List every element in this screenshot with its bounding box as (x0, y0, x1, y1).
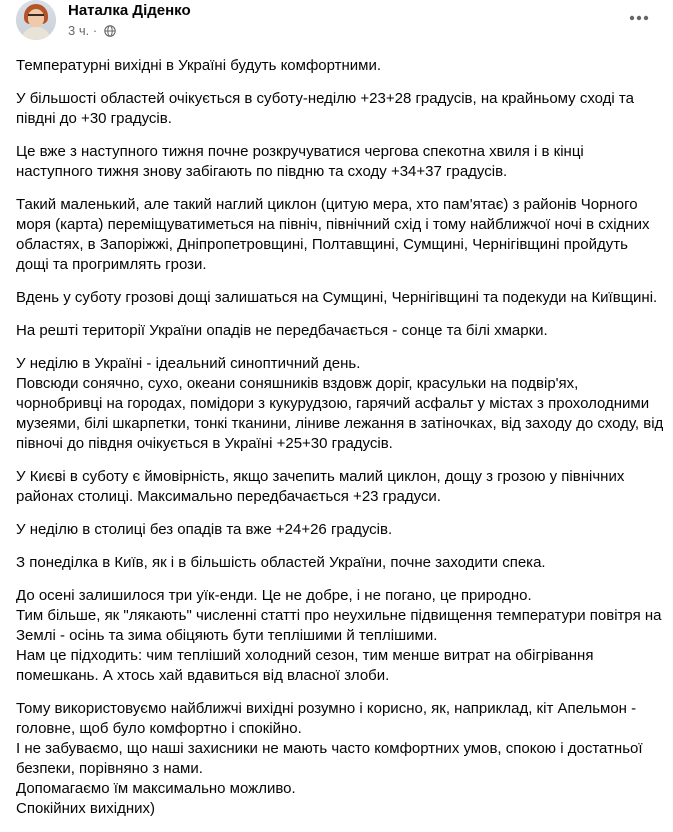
post-text-line: У більшості областей очікується в суботу-неділю +23+28 градусів, на крайньому сході та (16, 90, 634, 107)
globe-icon[interactable] (104, 25, 116, 37)
post-text-line: головне, щоб було комфортно і спокійно. (16, 720, 302, 737)
more-options-button[interactable] (621, 4, 657, 32)
post-text-line: наступного тижня знову забігають по півдню та сходу +34+37 градусів. (16, 163, 508, 180)
post-paragraph (16, 56, 657, 76)
post-text-line: У неділю в столиці без опадів та вже +24+26 градусів. (16, 521, 393, 538)
post-text-line: районах столиці. Максимально передбачається +23 градуси. (16, 488, 441, 505)
post-text-line: півдні до +30 градусів. (16, 110, 172, 127)
post-text-line: Це вже з наступного тижня почне розкручуватися чергова спекотна хвиля і в кінці (16, 143, 584, 160)
post-text-line: І не забуваємо, що наші захисники не мають часто комфортних умов, спокою і достатньої (16, 740, 643, 757)
post-text-line: півночі до півдня очікується в Україні +25+30 градусів. (16, 435, 393, 452)
post-paragraph (16, 467, 657, 507)
post-meta (68, 22, 116, 38)
post-text-line: Тому використовуємо найближчі вихідні розумно і корисно, як, наприклад, кіт Апельмон - (16, 700, 637, 717)
post-text-line: музеями, білі шкарпетки, тонкі тканини, ліниве лежання в затіночках, від заходу до сходу, від (16, 415, 664, 432)
more-options-icon (629, 15, 649, 21)
post-text-line: Повсюди сонячно, сухо, океани соняшників вздовж доріг, красульки на подвір'ях, (16, 375, 579, 392)
post-text-line: На решті території України опадів не передбачається - сонце та білі хмарки. (16, 322, 548, 339)
post-paragraph (16, 321, 657, 341)
post-text-line: У Києві в суботу є ймовірність, якщо зачепить малий циклон, дощу з грозою у північних (16, 468, 625, 485)
post-text-line: Землі - осінь та зима обіцяють бути теплішими й теплішими. (16, 627, 438, 644)
post-text-line: моря (карта) переміщуватиметься на північ, північний схід і тому найближчої ночі в східних (16, 216, 650, 233)
post-text-line: Нам це підходить: чим тепліший холодний сезон, тим менше витрат на обігрівання (16, 647, 594, 664)
post-text-line: помешкань. А хтось хай вдавиться від власної злоби. (16, 667, 390, 684)
post-text-line: Температурні вихідні в Україні будуть комфортними. (16, 57, 382, 74)
post-paragraph (16, 699, 657, 819)
avatar[interactable] (16, 0, 56, 40)
post-text-line: Спокійних вихідних) (16, 800, 155, 817)
post-paragraph (16, 520, 657, 540)
post-header (16, 0, 657, 42)
post-text-line: Такий маленький, але такий наглий циклон (цитую мера, хто пам'ятає) з районів Чорного (16, 196, 638, 213)
post-paragraph (16, 142, 657, 182)
avatar-glasses (28, 14, 44, 20)
post-text (16, 56, 664, 832)
post-text-line: безпеки, порівняно з нами. (16, 760, 203, 777)
post-paragraph (16, 354, 664, 454)
post-text-line: До осені залишилося три уїк-енди. Це не добре, і не погано, це природно. (16, 587, 532, 604)
post-text-line: Тим більше, як "лякають" численні статті про неухильне підвищення температури повітря на (16, 607, 662, 624)
post-text-line: У неділю в Україні - ідеальний синоптичний день. (16, 355, 361, 372)
meta-separator: · (92, 23, 98, 39)
post-text-line: З понеділка в Київ, як і в більшість областей України, почне заходити спека. (16, 554, 546, 571)
post-text-line: чорнобривці на городах, помідори з кукурудзою, гарячий асфальт у містах з прохолодними (16, 395, 650, 412)
post-paragraph (16, 586, 662, 686)
post-text-line: дощі та прогримлять грози. (16, 256, 207, 273)
post-text-line: Вдень у суботу грозові дощі залишаться на Сумщині, Чернігівщині та подекуди на Київщині. (16, 289, 658, 306)
post-text-line: Допомагаємо їм максимально можливо. (16, 780, 296, 797)
post-text-line: областях, в Запоріжжі, Дніпропетровщині, Полтавщині, Сумщині, Чернігівщині пройдуть (16, 236, 628, 253)
post-paragraph (16, 89, 657, 129)
author-name[interactable]: Наталка Діденко (68, 2, 191, 19)
post-paragraph (16, 195, 657, 275)
post-time[interactable]: 3 ч. (68, 23, 90, 39)
post-paragraph (16, 288, 657, 308)
post-paragraph (16, 553, 657, 573)
